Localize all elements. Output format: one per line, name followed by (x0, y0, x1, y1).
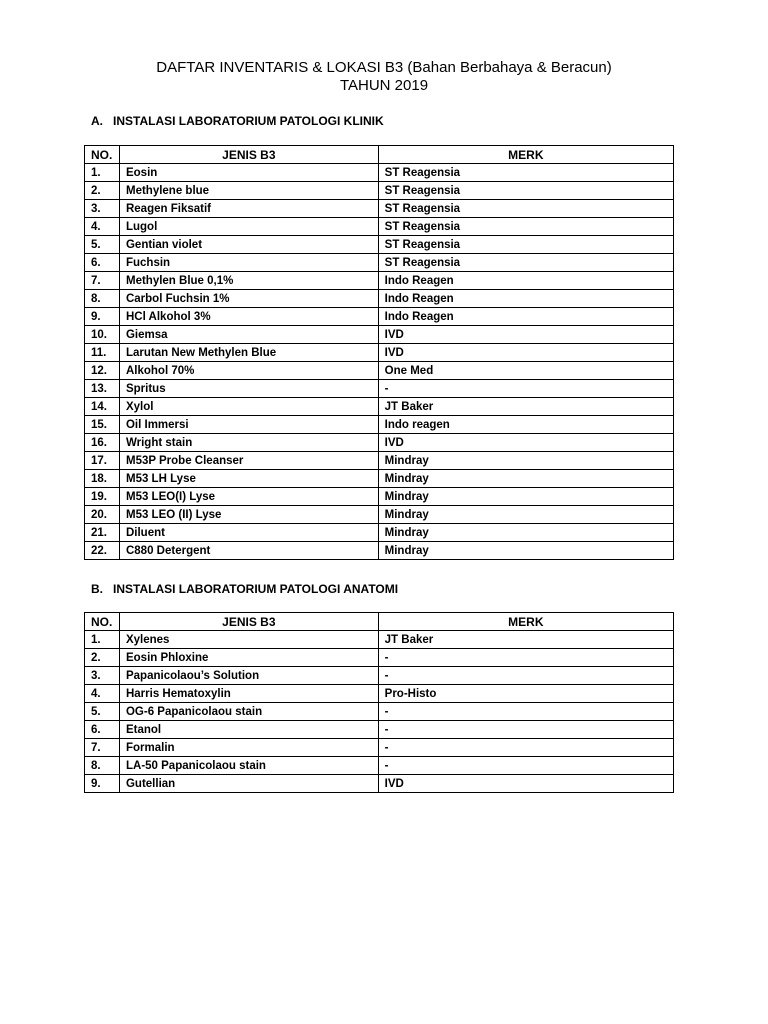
cell-merk: IVD (378, 344, 673, 362)
section-a-title: INSTALASI LABORATORIUM PATOLOGI KLINIK (113, 114, 384, 128)
cell-no: 10. (85, 326, 120, 344)
cell-merk: IVD (378, 775, 673, 793)
cell-jenis-b3: Oil Immersi (119, 416, 378, 434)
cell-merk: Mindray (378, 524, 673, 542)
table-row (85, 667, 674, 685)
cell-no: 3. (85, 667, 120, 685)
cell-jenis-b3: Fuchsin (119, 254, 378, 272)
cell-jenis-b3: Wright stain (119, 434, 378, 452)
cell-jenis-b3: Harris Hematoxylin (119, 685, 378, 703)
cell-merk: JT Baker (378, 398, 673, 416)
cell-jenis-b3: Gutellian (119, 775, 378, 793)
table-row (85, 757, 674, 775)
table-header-row (85, 613, 674, 631)
cell-no: 1. (85, 164, 120, 182)
table-row (85, 649, 674, 667)
table-row (85, 218, 674, 236)
cell-merk: Indo reagen (378, 416, 673, 434)
cell-merk: Pro-Histo (378, 685, 673, 703)
cell-no: 9. (85, 775, 120, 793)
cell-jenis-b3: Eosin Phloxine (119, 649, 378, 667)
cell-no: 16. (85, 434, 120, 452)
cell-jenis-b3: Reagen Fiksatif (119, 200, 378, 218)
header-merk: MERK (378, 146, 673, 164)
header-merk: MERK (378, 613, 673, 631)
cell-no: 12. (85, 362, 120, 380)
cell-jenis-b3: LA-50 Papanicolaou stain (119, 757, 378, 775)
cell-merk: Mindray (378, 452, 673, 470)
header-no: NO. (85, 146, 120, 164)
header-jenis: JENIS B3 (119, 613, 378, 631)
cell-jenis-b3: Diluent (119, 524, 378, 542)
table-row (85, 452, 674, 470)
section-b-title: INSTALASI LABORATORIUM PATOLOGI ANATOMI (113, 582, 399, 596)
cell-jenis-b3: Giemsa (119, 326, 378, 344)
inventory-table-b (84, 612, 674, 793)
cell-merk: ST Reagensia (378, 164, 673, 182)
cell-jenis-b3: HCl Alkohol 3% (119, 308, 378, 326)
table-row (85, 200, 674, 218)
cell-merk: ST Reagensia (378, 218, 673, 236)
section-a-letter: A. (91, 114, 103, 128)
header-jenis: JENIS B3 (119, 146, 378, 164)
cell-merk: IVD (378, 434, 673, 452)
table-row (85, 488, 674, 506)
cell-merk: One Med (378, 362, 673, 380)
table-row (85, 344, 674, 362)
cell-no: 5. (85, 236, 120, 254)
cell-no: 8. (85, 290, 120, 308)
cell-no: 21. (85, 524, 120, 542)
cell-merk: Mindray (378, 506, 673, 524)
section-b-letter: B. (91, 582, 103, 596)
table-row (85, 703, 674, 721)
table-row (85, 542, 674, 560)
cell-jenis-b3: M53 LEO(I) Lyse (119, 488, 378, 506)
cell-no: 14. (85, 398, 120, 416)
table-row (85, 272, 674, 290)
table-row (85, 434, 674, 452)
cell-no: 20. (85, 506, 120, 524)
cell-merk: Mindray (378, 488, 673, 506)
cell-merk: - (378, 649, 673, 667)
table-row (85, 685, 674, 703)
cell-no: 6. (85, 721, 120, 739)
cell-no: 4. (85, 218, 120, 236)
table-row (85, 416, 674, 434)
cell-jenis-b3: Alkohol 70% (119, 362, 378, 380)
section-a-heading (91, 114, 384, 128)
cell-jenis-b3: Methylene blue (119, 182, 378, 200)
table-row (85, 308, 674, 326)
table-row (85, 470, 674, 488)
header-no: NO. (85, 613, 120, 631)
cell-no: 8. (85, 757, 120, 775)
cell-jenis-b3: Xylenes (119, 631, 378, 649)
cell-no: 5. (85, 703, 120, 721)
table-row (85, 524, 674, 542)
cell-no: 22. (85, 542, 120, 560)
table-row (85, 164, 674, 182)
cell-merk: - (378, 721, 673, 739)
table-row (85, 775, 674, 793)
table-row (85, 326, 674, 344)
cell-jenis-b3: Larutan New Methylen Blue (119, 344, 378, 362)
cell-no: 1. (85, 631, 120, 649)
cell-jenis-b3: M53 LH Lyse (119, 470, 378, 488)
cell-jenis-b3: Methylen Blue 0,1% (119, 272, 378, 290)
cell-merk: ST Reagensia (378, 236, 673, 254)
cell-merk: - (378, 757, 673, 775)
cell-no: 6. (85, 254, 120, 272)
cell-no: 18. (85, 470, 120, 488)
cell-no: 11. (85, 344, 120, 362)
cell-jenis-b3: Formalin (119, 739, 378, 757)
cell-jenis-b3: Etanol (119, 721, 378, 739)
cell-merk: Indo Reagen (378, 308, 673, 326)
cell-merk: ST Reagensia (378, 200, 673, 218)
table-row (85, 362, 674, 380)
cell-merk: - (378, 380, 673, 398)
table-row (85, 398, 674, 416)
cell-no: 2. (85, 182, 120, 200)
cell-jenis-b3: M53P Probe Cleanser (119, 452, 378, 470)
cell-jenis-b3: Lugol (119, 218, 378, 236)
table-row (85, 380, 674, 398)
cell-jenis-b3: Xylol (119, 398, 378, 416)
document-year: TAHUN 2019 (339, 77, 429, 94)
cell-no: 19. (85, 488, 120, 506)
cell-no: 4. (85, 685, 120, 703)
table-row (85, 739, 674, 757)
cell-jenis-b3: Papanicolaou’s Solution (119, 667, 378, 685)
table-row (85, 254, 674, 272)
cell-no: 3. (85, 200, 120, 218)
cell-merk: ST Reagensia (378, 182, 673, 200)
cell-jenis-b3: Carbol Fuchsin 1% (119, 290, 378, 308)
cell-merk: Mindray (378, 542, 673, 560)
cell-jenis-b3: OG-6 Papanicolaou stain (119, 703, 378, 721)
cell-no: 2. (85, 649, 120, 667)
table-row (85, 631, 674, 649)
cell-merk: - (378, 739, 673, 757)
cell-no: 15. (85, 416, 120, 434)
cell-jenis-b3: C880 Detergent (119, 542, 378, 560)
cell-no: 9. (85, 308, 120, 326)
cell-merk: JT Baker (378, 631, 673, 649)
cell-no: 7. (85, 739, 120, 757)
table-row (85, 236, 674, 254)
cell-merk: IVD (378, 326, 673, 344)
section-b-heading (91, 582, 398, 596)
table-row (85, 182, 674, 200)
cell-merk: Indo Reagen (378, 290, 673, 308)
cell-no: 7. (85, 272, 120, 290)
table-header-row (85, 146, 674, 164)
cell-merk: - (378, 703, 673, 721)
table-row (85, 290, 674, 308)
table-row (85, 506, 674, 524)
cell-merk: - (378, 667, 673, 685)
cell-merk: ST Reagensia (378, 254, 673, 272)
cell-jenis-b3: M53 LEO (II) Lyse (119, 506, 378, 524)
cell-jenis-b3: Gentian violet (119, 236, 378, 254)
cell-no: 17. (85, 452, 120, 470)
cell-merk: Indo Reagen (378, 272, 673, 290)
cell-jenis-b3: Spritus (119, 380, 378, 398)
cell-no: 13. (85, 380, 120, 398)
inventory-table-a (84, 145, 674, 560)
cell-jenis-b3: Eosin (119, 164, 378, 182)
table-row (85, 721, 674, 739)
document-title: DAFTAR INVENTARIS & LOKASI B3 (Bahan Berbahaya & Beracun) (156, 59, 612, 76)
cell-merk: Mindray (378, 470, 673, 488)
